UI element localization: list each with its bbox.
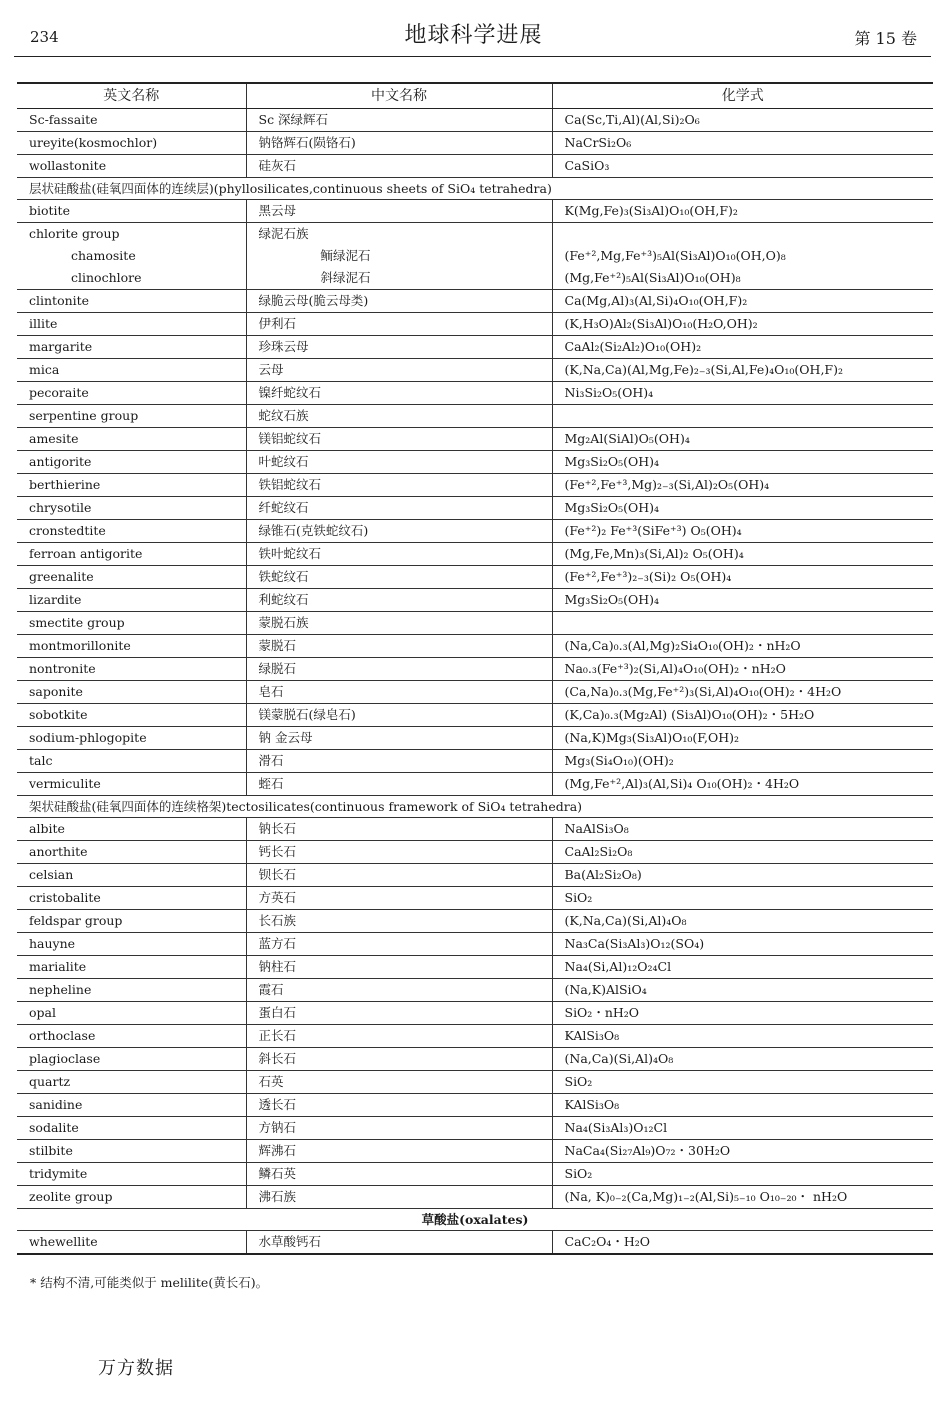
mineral-chinese-name: 蛇纹石族 [246, 405, 552, 428]
column-header-english: 英文名称 [17, 83, 246, 109]
mineral-chinese-name: 绿泥石族 [246, 223, 552, 246]
table-row [17, 704, 933, 727]
mineral-formula: Mg₃(Si₄O₁₀)(OH)₂ [552, 750, 933, 773]
mineral-chinese-name: 鳞石英 [246, 1163, 552, 1186]
mineral-english-name: feldspar group [17, 910, 246, 933]
mineral-formula: (Na, K)₀₋₂(Ca,Mg)₁₋₂(Al,Si)₅₋₁₀ O₁₀₋₂₀・ nH₂O [552, 1186, 933, 1209]
table-row [17, 1025, 933, 1048]
mineral-formula: SiO₂・nH₂O [552, 1002, 933, 1025]
volume-label: 第 15 卷 [854, 29, 917, 48]
table-row [17, 635, 933, 658]
mineral-formula: CaAl₂Si₂O₈ [552, 841, 933, 864]
mineral-chinese-name: 钠铬辉石(陨铬石) [246, 132, 552, 155]
mineral-formula: Mg₂Al(SiAl)O₅(OH)₄ [552, 428, 933, 451]
mineral-table [17, 82, 933, 1255]
mineral-chinese-name: 蓝方石 [246, 933, 552, 956]
mineral-formula: (Fe⁺²,Mg,Fe⁺³)₅Al(Si₃Al)O₁₀(OH,O)₈ [552, 245, 933, 267]
mineral-english-name: hauyne [17, 933, 246, 956]
mineral-formula: Na₃Ca(Si₃Al₃)O₁₂(SO₄) [552, 933, 933, 956]
mineral-chinese-name: 黑云母 [246, 200, 552, 223]
mineral-english-name: amesite [17, 428, 246, 451]
mineral-chinese-name: 石英 [246, 1071, 552, 1094]
table-row [17, 382, 933, 405]
mineral-formula: (Fe⁺²,Fe⁺³,Mg)₂₋₃(Si,Al)₂O₅(OH)₄ [552, 474, 933, 497]
table-row [17, 132, 933, 155]
mineral-formula: K(Mg,Fe)₃(Si₃Al)O₁₀(OH,F)₂ [552, 200, 933, 223]
mineral-english-name: biotite [17, 200, 246, 223]
mineral-english-name: greenalite [17, 566, 246, 589]
mineral-formula: Ca(Sc,Ti,Al)(Al,Si)₂O₆ [552, 109, 933, 132]
mineral-formula: Mg₃Si₂O₅(OH)₄ [552, 497, 933, 520]
mineral-formula: SiO₂ [552, 1163, 933, 1186]
table-row [17, 359, 933, 382]
mineral-english-name: Sc-fassaite [17, 109, 246, 132]
mineral-chinese-name: 硅灰石 [246, 155, 552, 178]
mineral-formula: (K,Na,Ca)(Al,Mg,Fe)₂₋₃(Si,Al,Fe)₄O₁₀(OH,F)₂ [552, 359, 933, 382]
mineral-chinese-name: 方英石 [246, 887, 552, 910]
mineral-chinese-name: 钙长石 [246, 841, 552, 864]
mineral-chinese-name: 钠柱石 [246, 956, 552, 979]
mineral-english-name: chlorite group [17, 223, 246, 246]
mineral-english-name: clinochlore [71, 270, 142, 285]
table-row [17, 155, 933, 178]
table-row [17, 887, 933, 910]
mineral-chinese-name: 钡长石 [246, 864, 552, 887]
mineral-formula: SiO₂ [552, 887, 933, 910]
mineral-chinese-name: 铁蛇纹石 [246, 566, 552, 589]
mineral-formula: (Ca,Na)₀.₃(Mg,Fe⁺²)₃(Si,Al)₄O₁₀(OH)₂・4H₂O [552, 681, 933, 704]
mineral-formula: (Mg,Fe⁺²,Al)₃(Al,Si)₄ O₁₀(OH)₂・4H₂O [552, 773, 933, 796]
page-number: 234 [30, 28, 59, 46]
table-row [17, 773, 933, 796]
mineral-formula: NaAlSi₃O₈ [552, 818, 933, 841]
mineral-english-name: chrysotile [17, 497, 246, 520]
mineral-chinese-name: 蒙脱石族 [246, 612, 552, 635]
mineral-chinese-name: 滑石 [246, 750, 552, 773]
table-row [17, 543, 933, 566]
mineral-chinese-name: 蛋白石 [246, 1002, 552, 1025]
table-row [17, 612, 933, 635]
mineral-formula: (K,H₃O)Al₂(Si₃Al)O₁₀(H₂O,OH)₂ [552, 313, 933, 336]
section-heading-row [17, 796, 933, 818]
table-row [17, 497, 933, 520]
mineral-chinese-name: 镁铝蛇纹石 [246, 428, 552, 451]
table-row [17, 1231, 933, 1255]
mineral-english-name: marialite [17, 956, 246, 979]
mineral-chinese-name: 斜绿泥石 [246, 267, 552, 290]
footer-watermark: 万方数据 [98, 1358, 174, 1379]
mineral-chinese-name: 铁叶蛇纹石 [246, 543, 552, 566]
table-row [17, 1163, 933, 1186]
header-divider [14, 56, 931, 57]
mineral-chinese-name: 沸石族 [246, 1186, 552, 1209]
mineral-chinese-name: 皂石 [246, 681, 552, 704]
mineral-chinese-name: 纤蛇纹石 [246, 497, 552, 520]
table-row [17, 474, 933, 497]
table-row [17, 428, 933, 451]
table-row [17, 1140, 933, 1163]
mineral-formula: CaC₂O₄・H₂O [552, 1231, 933, 1255]
mineral-formula: (Na,Ca)₀.₃(Al,Mg)₂Si₄O₁₀(OH)₂・nH₂O [552, 635, 933, 658]
mineral-english-name: mica [17, 359, 246, 382]
table-row [17, 1186, 933, 1209]
table-row [17, 313, 933, 336]
mineral-formula: Na₄(Si₃Al₃)O₁₂Cl [552, 1117, 933, 1140]
mineral-english-name: plagioclase [17, 1048, 246, 1071]
mineral-english-name: ferroan antigorite [17, 543, 246, 566]
mineral-english-name: vermiculite [17, 773, 246, 796]
mineral-english-name: anorthite [17, 841, 246, 864]
mineral-english-name: pecoraite [17, 382, 246, 405]
table-row [17, 727, 933, 750]
mineral-formula: NaCrSi₂O₆ [552, 132, 933, 155]
table-row [17, 566, 933, 589]
mineral-english-name: tridymite [17, 1163, 246, 1186]
table-row [17, 405, 933, 428]
mineral-english-name: albite [17, 818, 246, 841]
mineral-formula: CaSiO₃ [552, 155, 933, 178]
mineral-formula: CaAl₂(Si₂Al₂)O₁₀(OH)₂ [552, 336, 933, 359]
mineral-formula: SiO₂ [552, 1071, 933, 1094]
table-row [17, 336, 933, 359]
mineral-chinese-name: 钠长石 [246, 818, 552, 841]
mineral-english-name: sobotkite [17, 704, 246, 727]
mineral-formula: Na₄(Si,Al)₁₂O₂₄Cl [552, 956, 933, 979]
mineral-english-name: antigorite [17, 451, 246, 474]
column-header-formula: 化学式 [552, 83, 933, 109]
mineral-chinese-name: Sc 深绿辉石 [246, 109, 552, 132]
mineral-english-name: serpentine group [17, 405, 246, 428]
mineral-english-name: sodalite [17, 1117, 246, 1140]
table-row [17, 910, 933, 933]
mineral-chinese-name: 方钠石 [246, 1117, 552, 1140]
mineral-formula: Na₀.₃(Fe⁺³)₂(Si,Al)₄O₁₀(OH)₂・nH₂O [552, 658, 933, 681]
mineral-formula: Ba(Al₂Si₂O₈) [552, 864, 933, 887]
mineral-english-name: berthierine [17, 474, 246, 497]
mineral-english-name: clintonite [17, 290, 246, 313]
table-row [17, 589, 933, 612]
table-row [17, 109, 933, 132]
section-heading-row [17, 1209, 933, 1231]
table-row [17, 864, 933, 887]
table-body [17, 109, 933, 1255]
mineral-chinese-name: 蒙脱石 [246, 635, 552, 658]
mineral-formula: (Fe⁺²)₂ Fe⁺³(SiFe⁺³) O₅(OH)₄ [552, 520, 933, 543]
mineral-formula: (Mg,Fe,Mn)₃(Si,Al)₂ O₅(OH)₄ [552, 543, 933, 566]
mineral-formula [552, 223, 933, 246]
mineral-chinese-name: 叶蛇纹石 [246, 451, 552, 474]
mineral-english-name: wollastonite [17, 155, 246, 178]
mineral-chinese-name: 正长石 [246, 1025, 552, 1048]
mineral-chinese-name: 钠 金云母 [246, 727, 552, 750]
table-row [17, 933, 933, 956]
section-heading: 层状硅酸盐(硅氧四面体的连续层)(phyllosilicates,continuous sheets of SiO₄ tetrahedra) [17, 178, 933, 200]
table-row [17, 267, 933, 290]
mineral-chinese-name: 霞石 [246, 979, 552, 1002]
mineral-english-name: chamosite [71, 248, 136, 263]
table-row [17, 290, 933, 313]
mineral-formula: (Na,K)AlSiO₄ [552, 979, 933, 1002]
table-row [17, 1048, 933, 1071]
table-row [17, 245, 933, 267]
mineral-english-name: zeolite group [17, 1186, 246, 1209]
mineral-formula: KAlSi₃O₈ [552, 1025, 933, 1048]
table-row [17, 658, 933, 681]
mineral-english-name: ureyite(kosmochlor) [17, 132, 246, 155]
mineral-formula: (Na,K)Mg₃(Si₃Al)O₁₀(F,OH)₂ [552, 727, 933, 750]
table-row [17, 520, 933, 543]
mineral-english-name: quartz [17, 1071, 246, 1094]
mineral-english-name: sodium-phlogopite [17, 727, 246, 750]
mineral-formula: NaCa₄(Si₂₇Al₉)O₇₂・30H₂O [552, 1140, 933, 1163]
mineral-english-name: sanidine [17, 1094, 246, 1117]
mineral-chinese-name: 绿锥石(克铁蛇纹石) [246, 520, 552, 543]
section-heading: 草酸盐(oxalates) [17, 1209, 933, 1231]
mineral-chinese-name: 镁蒙脱石(绿皂石) [246, 704, 552, 727]
table-row [17, 1094, 933, 1117]
mineral-formula: Ni₃Si₂O₅(OH)₄ [552, 382, 933, 405]
mineral-chinese-name: 云母 [246, 359, 552, 382]
table-row [17, 956, 933, 979]
mineral-english-name: opal [17, 1002, 246, 1025]
mineral-chinese-name: 珍珠云母 [246, 336, 552, 359]
mineral-english-name: lizardite [17, 589, 246, 612]
mineral-english-name: nontronite [17, 658, 246, 681]
section-heading-row [17, 178, 933, 200]
table-row [17, 1117, 933, 1140]
mineral-english-name: whewellite [17, 1231, 246, 1255]
mineral-formula [552, 405, 933, 428]
table-row [17, 818, 933, 841]
table-row [17, 681, 933, 704]
mineral-formula: Ca(Mg,Al)₃(Al,Si)₄O₁₀(OH,F)₂ [552, 290, 933, 313]
table-row [17, 750, 933, 773]
mineral-chinese-name: 透长石 [246, 1094, 552, 1117]
mineral-chinese-name: 镍纤蛇纹石 [246, 382, 552, 405]
mineral-english-name: saponite [17, 681, 246, 704]
mineral-english-name: cronstedtite [17, 520, 246, 543]
table-row [17, 451, 933, 474]
mineral-english-name: orthoclase [17, 1025, 246, 1048]
mineral-english-name: smectite group [17, 612, 246, 635]
table-row [17, 979, 933, 1002]
mineral-english-name: talc [17, 750, 246, 773]
mineral-chinese-name: 利蛇纹石 [246, 589, 552, 612]
table-row [17, 200, 933, 223]
mineral-chinese-name: 斜长石 [246, 1048, 552, 1071]
mineral-chinese-name: 水草酸钙石 [246, 1231, 552, 1255]
mineral-formula: (Mg,Fe⁺²)₅Al(Si₃Al)O₁₀(OH)₈ [552, 267, 933, 290]
mineral-chinese-name: 绿脱石 [246, 658, 552, 681]
mineral-english-name: celsian [17, 864, 246, 887]
mineral-chinese-name: 绿脆云母(脆云母类) [246, 290, 552, 313]
mineral-formula: Mg₃Si₂O₅(OH)₄ [552, 589, 933, 612]
page-header [30, 18, 917, 52]
table-row [17, 1071, 933, 1094]
mineral-english-name: margarite [17, 336, 246, 359]
mineral-formula [552, 612, 933, 635]
mineral-english-name: nepheline [17, 979, 246, 1002]
mineral-english-name: cristobalite [17, 887, 246, 910]
footnote: * 结构不清,可能类似于 melilite(黄长石)。 [30, 1275, 269, 1290]
mineral-formula: KAlSi₃O₈ [552, 1094, 933, 1117]
mineral-chinese-name: 铁铝蛇纹石 [246, 474, 552, 497]
section-heading: 架状硅酸盐(硅氧四面体的连续格架)tectosilicates(continuous framework of SiO₄ tetrahedra) [17, 796, 933, 818]
mineral-formula: (K,Na,Ca)(Si,Al)₄O₈ [552, 910, 933, 933]
mineral-formula: (Fe⁺²,Fe⁺³)₂₋₃(Si)₂ O₅(OH)₄ [552, 566, 933, 589]
mineral-chinese-name: 鲕绿泥石 [246, 245, 552, 267]
mineral-formula: Mg₃Si₂O₅(OH)₄ [552, 451, 933, 474]
mineral-formula: (K,Ca)₀.₃(Mg₂Al) (Si₃Al)O₁₀(OH)₂・5H₂O [552, 704, 933, 727]
mineral-english-name: illite [17, 313, 246, 336]
mineral-chinese-name: 辉沸石 [246, 1140, 552, 1163]
journal-title: 地球科学进展 [404, 23, 543, 48]
mineral-chinese-name: 伊利石 [246, 313, 552, 336]
column-header-chinese: 中文名称 [246, 83, 552, 109]
table-row [17, 841, 933, 864]
mineral-chinese-name: 长石族 [246, 910, 552, 933]
table-row [17, 223, 933, 246]
mineral-english-name: stilbite [17, 1140, 246, 1163]
mineral-english-name: montmorillonite [17, 635, 246, 658]
table-header-row [17, 83, 933, 109]
mineral-formula: (Na,Ca)(Si,Al)₄O₈ [552, 1048, 933, 1071]
mineral-chinese-name: 蛭石 [246, 773, 552, 796]
table-row [17, 1002, 933, 1025]
